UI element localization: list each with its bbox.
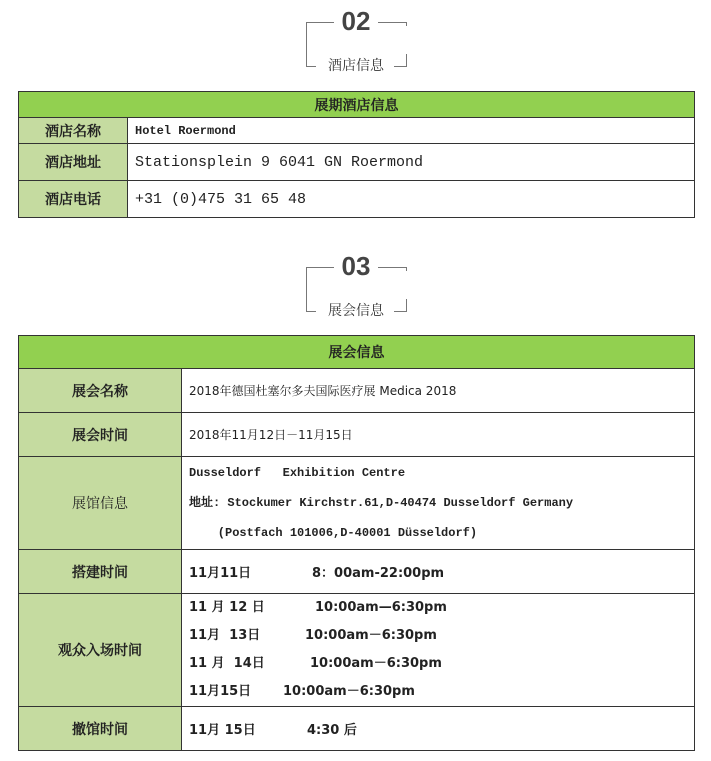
visit-line xyxy=(189,594,694,622)
build-hours: 8：00am-22:00pm xyxy=(312,566,445,581)
fair-name-value: 2018年德国杜塞尔多夫国际医疗展 Medica 2018 xyxy=(182,369,695,413)
visit-line xyxy=(189,650,694,678)
row-label-hotel-name: 酒店名称 xyxy=(19,118,128,144)
hotel-address-value: Stationsplein 9 6041 GN Roermond xyxy=(128,144,695,181)
row-label-build: 搭建时间 xyxy=(19,550,182,594)
venue-line: (Postfach 101006,D-40001 Düsseldorf) xyxy=(189,526,478,540)
row-label-fair-date: 展会时间 xyxy=(19,413,182,457)
row-label-hotel-phone: 酒店电话 xyxy=(19,181,128,218)
visit-line xyxy=(189,678,694,706)
section-header-fair xyxy=(0,245,711,319)
table-header: 展会信息 xyxy=(19,336,695,369)
visit-hours: 10:00am－6:30pm xyxy=(283,684,415,699)
visit-hours: 10:00am－6:30pm xyxy=(305,628,437,643)
venue-line: 地址: Stockumer Kirchstr.61,D-40474 Dusseldorf Germany xyxy=(189,496,574,510)
hotel-phone-value: +31 (0)475 31 65 48 xyxy=(128,181,695,218)
visit-day: 11 月 12 日 xyxy=(189,600,265,615)
fair-info-table xyxy=(18,335,695,751)
hotel-name-value: Hotel Roermond xyxy=(128,118,695,144)
teardown-day: 11月 15日 xyxy=(189,723,256,738)
visit-line xyxy=(189,622,694,650)
section-title: 酒店信息 xyxy=(328,58,384,74)
visit-hours: 10:00am—6:30pm xyxy=(315,600,447,615)
section-header-hotel xyxy=(0,0,711,74)
fair-date-value: 2018年11月12日－11月15日 xyxy=(182,413,695,457)
section-number: 02 xyxy=(341,6,371,36)
row-label-visit: 观众入场时间 xyxy=(19,594,182,707)
build-day: 11月11日 xyxy=(189,566,252,581)
row-label-venue: 展馆信息 xyxy=(19,457,182,550)
section-title: 展会信息 xyxy=(328,303,384,319)
section-number: 03 xyxy=(341,251,371,281)
visit-times xyxy=(182,594,695,707)
visit-day: 11 月 14日 xyxy=(189,656,265,671)
visit-hours: 10:00am－6:30pm xyxy=(310,656,442,671)
visit-day: 11月 13日 xyxy=(189,628,261,643)
table-header: 展期酒店信息 xyxy=(19,92,695,118)
hotel-info-table xyxy=(18,91,695,218)
teardown-hours: 4:30 后 xyxy=(307,723,357,738)
teardown-time xyxy=(182,707,695,751)
row-label-hotel-address: 酒店地址 xyxy=(19,144,128,181)
row-label-teardown: 撤馆时间 xyxy=(19,707,182,751)
venue-line: Dusseldorf Exhibition Centre xyxy=(189,466,406,480)
visit-day: 11月15日 xyxy=(189,684,252,699)
row-label-fair-name: 展会名称 xyxy=(19,369,182,413)
venue-info xyxy=(182,457,695,550)
build-time xyxy=(182,550,695,594)
